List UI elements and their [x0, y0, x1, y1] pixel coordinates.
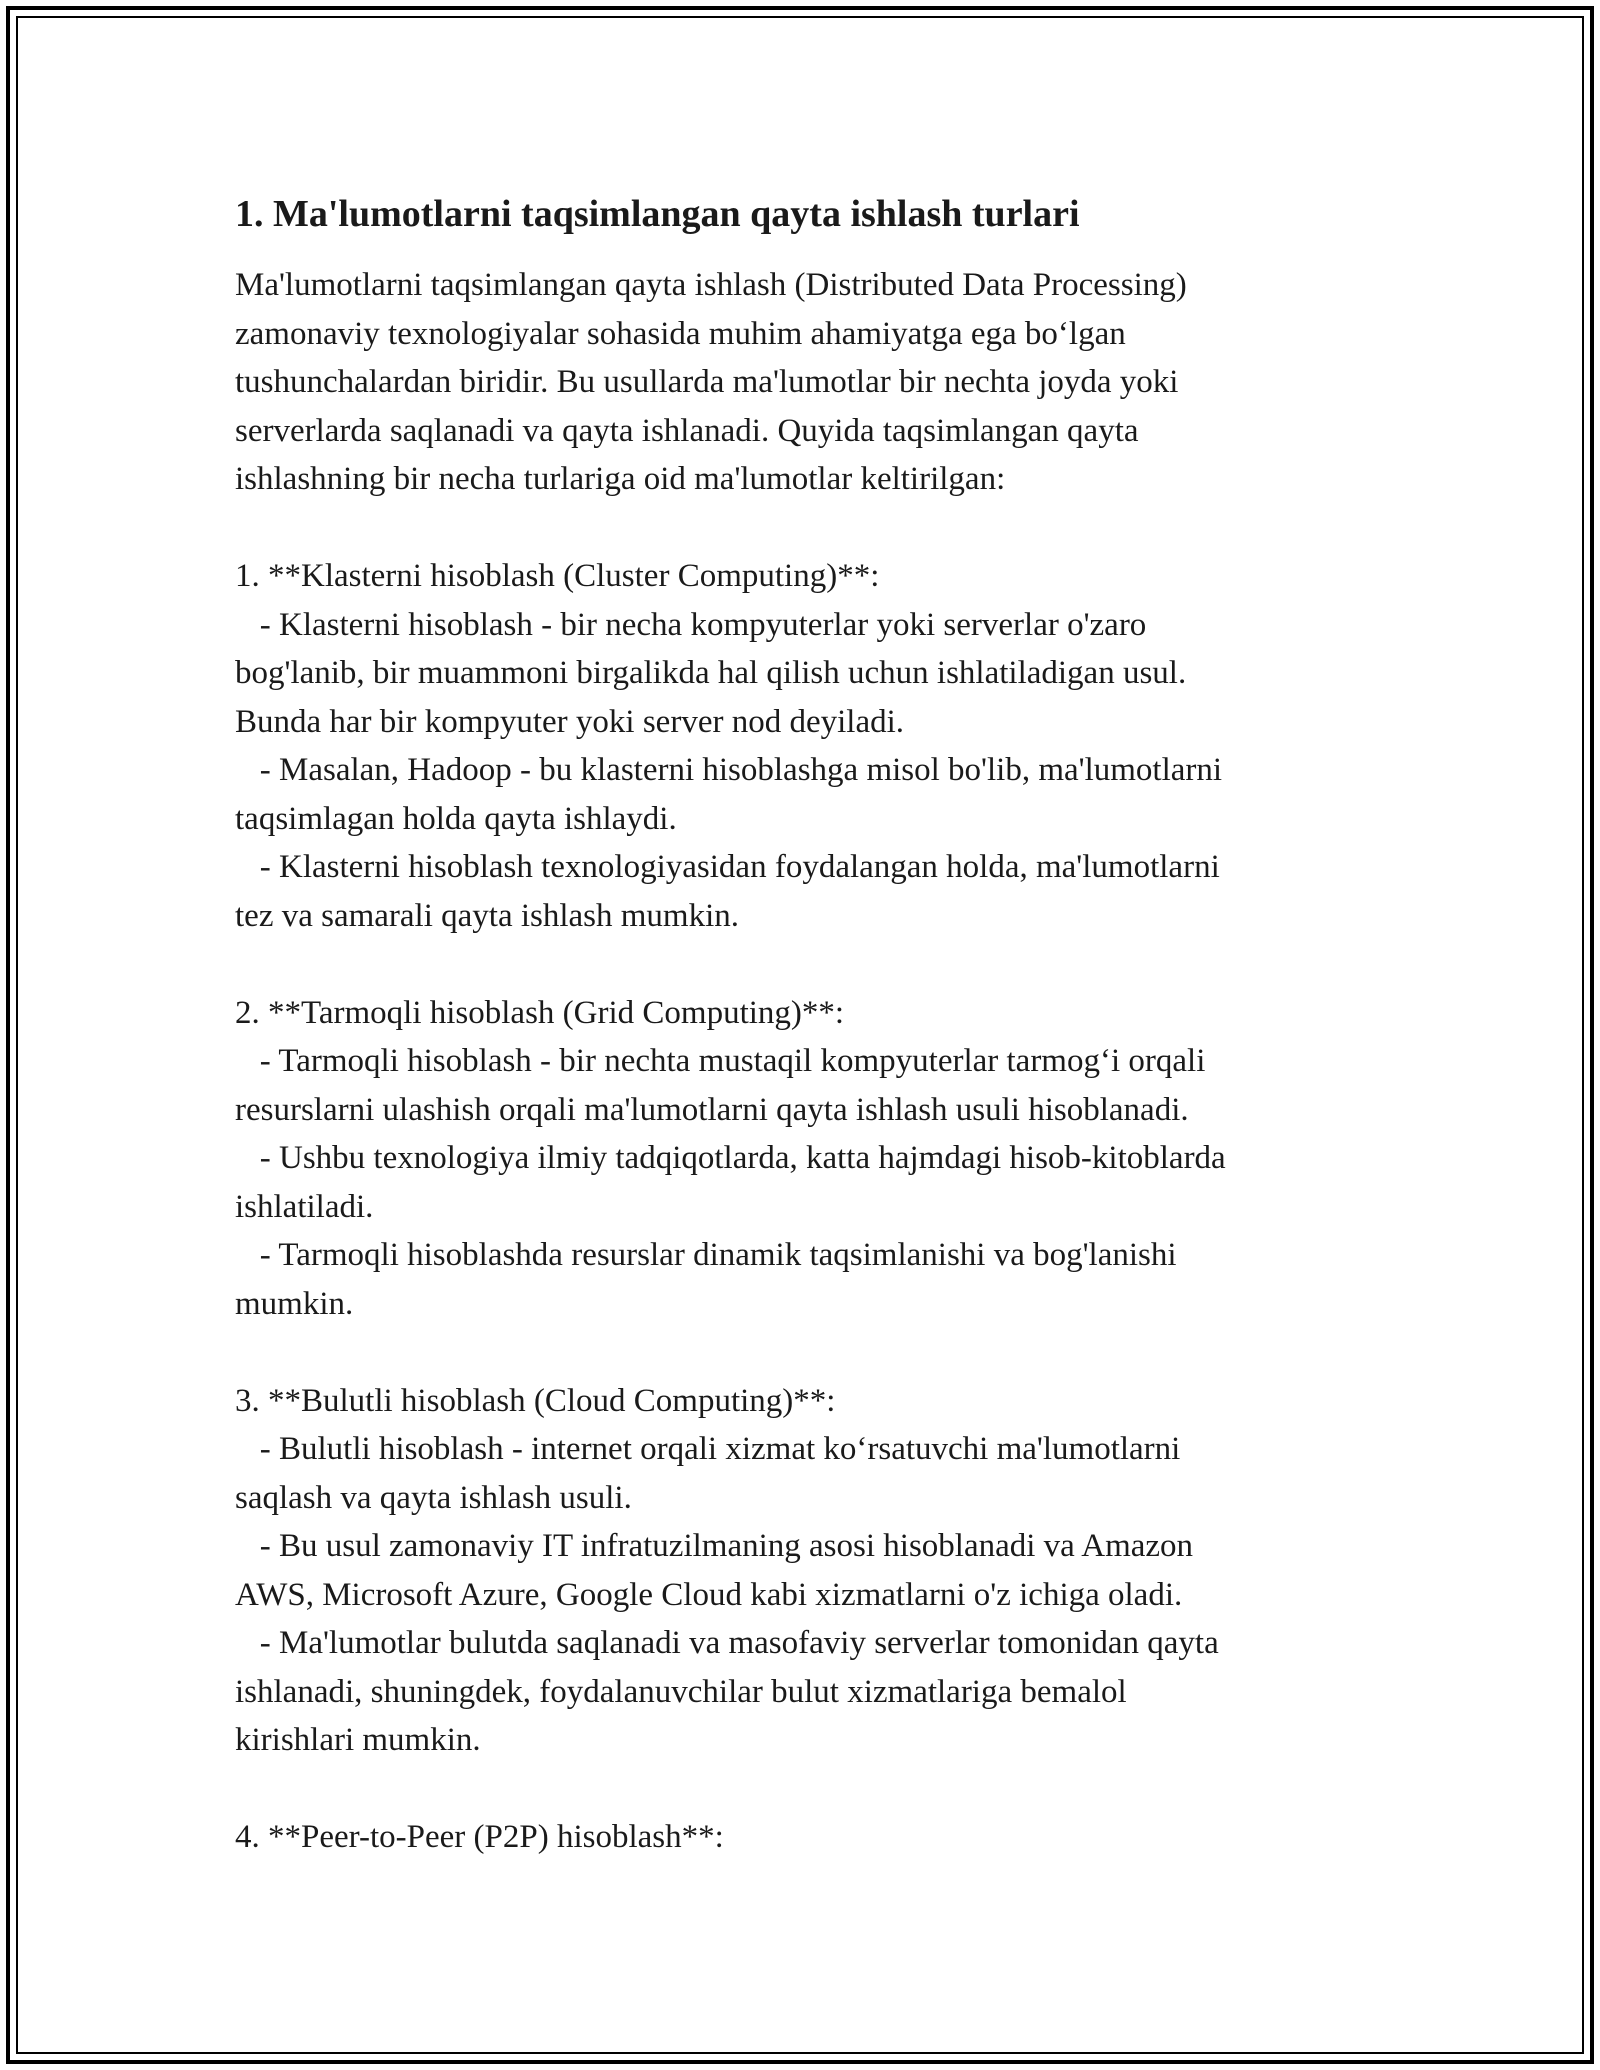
document-body [235, 261, 1365, 1862]
document-title: 1. Ma'lumotlarni taqsimlangan qayta ishlash turlari [235, 193, 1080, 235]
section-3: 3. **Bulutli hisoblash (Cloud Computing)**: - Bulutli hisoblash - internet orqali xizmat ko‘rsatuvchi ma'lumotlarni saqlash va qayta ishlash usuli. - Bu usul zamonaviy IT infratuzilmaning asosi hisoblanadi va Amazon AWS, Microsoft Azure, Google Cloud kabi xizmatlarni o'z ichiga oladi. - Ma'lumotlar bulutda saqlanadi va masofaviy serverlar tomonidan qayta ishlanadi, shuningdek, foydalanuvchilar bulut xizmatlariga bemalol kirishlari mumkin. [235, 1382, 1219, 1758]
section-3-item-3: - Ma'lumotlar bulutda saqlanadi va masofaviy serverlar tomonidan qayta [235, 1625, 1219, 1661]
section-2: 2. **Tarmoqli hisoblash (Grid Computing)**: - Tarmoqli hisoblash - bir nechta mustaqil kompyuterlar tarmog‘i orqali resurslarni ulashish orqali ma'lumotlarni qayta ishlash usuli hisoblanadi. - Ushbu texnologiya ilmiy tadqiqotlarda, katta hajmdagi hisob-kitoblarda ishlatiladi. - Tarmoqli hisoblashda resurslar dinamik taqsimlanishi va bog'lanishi mumkin. [235, 994, 1226, 1322]
section-2-item-3: - Tarmoqli hisoblashda resurslar dinamik taqsimlanishi va bog'lanishi [235, 1237, 1177, 1273]
section-1-heading: 1. **Klasterni hisoblash (Cluster Computing)**: [235, 558, 880, 594]
paragraph-gap [235, 940, 1365, 989]
document-content [235, 185, 1365, 1862]
intro-paragraph: Ma'lumotlarni taqsimlangan qayta ishlash (Distributed Data Processing) zamonaviy texnologiyalar sohasida muhim ahamiyatga ega bo‘lgan tushunchalardan biridir. Bu usullarda ma'lumotlar bir nechta joyda yoki serverlarda saqlanadi va qayta ishlanadi. Quyida taqsimlangan qayta ishlashning bir necha turlariga oid ma'lumotlar keltirilgan: [235, 267, 1187, 497]
section-1-item-1: - Klasterni hisoblash - bir necha kompyuterlar yoki serverlar o'zaro [235, 606, 1147, 643]
section-1-item-2: - Masalan, Hadoop - bu klasterni hisoblashga misol bo'lib, ma'lumotlarni [235, 752, 1223, 788]
section-2-item-2: - Ushbu texnologiya ilmiy tadqiqotlarda, katta hajmdagi hisob-kitoblarda [235, 1140, 1226, 1176]
section-3-item-2: - Bu usul zamonaviy IT infratuzilmaning asosi hisoblanadi va Amazon [235, 1528, 1194, 1564]
section-4 [235, 1813, 1365, 1862]
section-2-heading: 2. **Tarmoqli hisoblash (Grid Computing)**: [235, 994, 845, 1031]
section-3-item-1: - Bulutli hisoblash - internet orqali xizmat ko‘rsatuvchi ma'lumotlarni [235, 1431, 1181, 1467]
paragraph-gap [235, 1328, 1365, 1377]
section-1-item-3: - Klasterni hisoblash texnologiyasidan foydalangan holda, ma'lumotlarni [235, 849, 1220, 885]
section-1: 1. **Klasterni hisoblash (Cluster Computing)**: - Klasterni hisoblash - bir necha kompyuterlar yoki serverlar o'zaro bog'lanib, bir muammoni birgalikda hal qilish uchun ishlatiladigan usul. Bunda har bir kompyuter yoki server nod deyiladi. - Masalan, Hadoop - bu klasterni hisoblashga misol bo'lib, ma'lumotlarni taqsimlagan holda qayta ishlaydi. - Klasterni hisoblash texnologiyasidan foydalangan holda, ma'lumotlarni tez va samarali qayta ishlash mumkin. [235, 558, 1223, 934]
paragraph-gap [235, 504, 1365, 553]
section-4-heading: 4. **Peer-to-Peer (P2P) hisoblash**: [235, 1819, 724, 1855]
section-3-heading: 3. **Bulutli hisoblash (Cloud Computing)**: [235, 1382, 836, 1419]
paragraph-gap [235, 1765, 1365, 1814]
section-2-item-1: - Tarmoqli hisoblash - bir nechta mustaqil kompyuterlar tarmog‘i orqali [235, 1043, 1206, 1079]
